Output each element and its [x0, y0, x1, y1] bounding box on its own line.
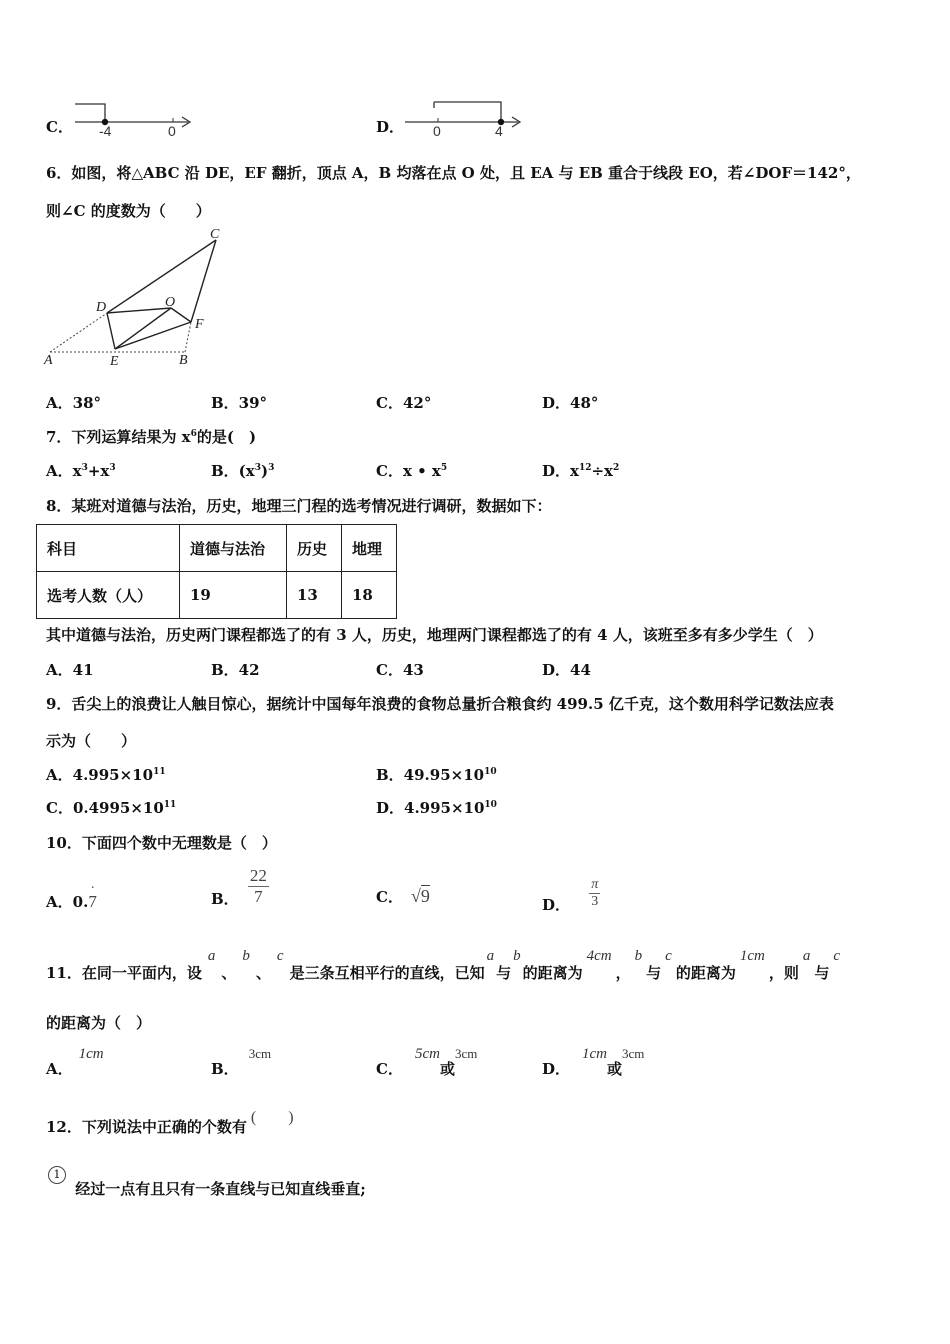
q6-option-b: B．39° — [211, 394, 268, 412]
table-row — [37, 572, 397, 619]
q6-stem-line-2: 则∠C 的度数为（ ） — [46, 202, 211, 220]
label-a: A — [44, 353, 53, 368]
q7-option-d: D．$x^{12}\div x^2$ — [542, 462, 620, 480]
repeating-dot: · — [90, 881, 95, 896]
q9-option-d: D．$4.995\times 10^{10}$ — [376, 799, 497, 817]
q8-option-d: D．44 — [542, 661, 591, 679]
q5-c-tick-1: -4 — [99, 123, 112, 139]
fraction-pi-3: $\frac{\pi}{3}$ — [591, 877, 599, 909]
label-o: O — [165, 295, 176, 310]
table-header-cell: 历史 — [287, 525, 342, 572]
table-header-cell: 科目 — [37, 525, 180, 572]
circled-number-1: 1 — [48, 1166, 66, 1184]
q5-d-tick-2: 4 — [495, 123, 503, 139]
q6-triangle-figure — [40, 226, 240, 372]
q8-subject-table — [36, 524, 397, 619]
table-header-cell: 道德与法治 — [180, 525, 287, 572]
q11-option-b: B．3cm — [211, 1046, 272, 1078]
label-e: E — [110, 354, 119, 369]
q12-stem: 12．下列说法中正确的个数有( ) — [46, 1109, 294, 1136]
q6-stem-line-1: 6．如图，将△ABC 沿 DE，EF 翻折，顶点 A，B 均落在点 O 处，且 EA 与 EB 重合于线段 EO，若∠DOF＝142°， — [46, 164, 861, 182]
q7-option-c: C．x • $x^5$ — [376, 462, 448, 480]
q6-option-c: C．42° — [376, 394, 432, 412]
q8-option-b: B．42 — [211, 661, 260, 679]
table-header-cell: 地理 — [342, 525, 397, 572]
q11-option-d: D．1cm或3cm — [542, 1046, 645, 1078]
label-c: C — [210, 227, 220, 242]
q8-followup: 其中道德与法治，历史两门课程都选了的有 3 人，历史，地理两门课程都选了的有 4 人，该班至多有多少学生（ ） — [46, 626, 823, 644]
q11-option-a: A．1cm — [46, 1046, 104, 1078]
q11-stem-line-2: 的距离为（ ） — [46, 1014, 152, 1032]
q11-stem-line-1: 11．在同一平面内，设a、b、c是三条互相平行的直线，已知a与b的距离为4cm，b与c的距离为1cm，则a与c — [46, 948, 841, 982]
q10-option-d: D． $\frac{\pi}{3}$ — [542, 877, 599, 914]
q11-option-c: C．5cm或3cm — [376, 1046, 478, 1078]
q7-option-a: A．$x^3+x^3$ — [46, 462, 116, 480]
q5-d-tick-1: 0 — [433, 123, 441, 139]
q10-option-c: C． √9 — [376, 886, 430, 906]
label-f: F — [195, 317, 204, 332]
q5-option-d-number-line — [400, 96, 530, 140]
q5-c-tick-2: 0 — [168, 123, 176, 139]
q9-stem-line-2: 示为（ ） — [46, 732, 137, 750]
q6-option-d: D．48° — [542, 394, 599, 412]
q7-stem: 7．下列运算结果为 $x^6$的是( ) — [46, 428, 257, 446]
q8-option-c: C．43 — [376, 661, 424, 679]
q5-option-c-label: C． — [46, 118, 73, 136]
q8-stem: 8．某班对道德与法治，历史，地理三门程的选考情况进行调研，数据如下： — [46, 497, 552, 515]
label-b: B — [179, 353, 188, 368]
table-header-row — [37, 525, 397, 572]
q8-option-a: A．41 — [46, 661, 94, 679]
q9-option-a: A．$4.995\times 10^{11}$ — [46, 766, 166, 784]
q9-option-b: B．$49.95\times 10^{10}$ — [376, 766, 497, 784]
q9-stem-line-1: 9．舌尖上的浪费让人触目惊心，据统计中国每年浪费的食物总量折合粮食约 499.5 亿千克，这个数用科学记数法应表 — [46, 695, 834, 713]
q7-option-b: B．$(x^3)^3$ — [211, 462, 275, 480]
q5-option-c-number-line — [70, 98, 200, 140]
fraction-22-7: $\frac{22}{7}$ — [249, 866, 267, 906]
table-cell: 18 — [342, 572, 397, 619]
table-cell: 13 — [287, 572, 342, 619]
table-cell: 选考人数（人） — [37, 572, 180, 619]
q10-stem: 10．下面四个数中无理数是（ ） — [46, 834, 277, 852]
q12-statement-1: 1 经过一点有且只有一条直线与已知直线垂直; — [48, 1166, 366, 1199]
label-d: D — [96, 300, 107, 315]
q6-option-a: A．38° — [46, 394, 102, 412]
q10-option-b: B． $\frac{22}{7}$ — [211, 866, 267, 908]
q9-option-c: C．$0.4995\times 10^{11}$ — [46, 799, 177, 817]
q10-option-a: A．0.7 · — [46, 881, 97, 911]
table-cell: 19 — [180, 572, 287, 619]
q5-option-d-label: D． — [376, 118, 405, 136]
